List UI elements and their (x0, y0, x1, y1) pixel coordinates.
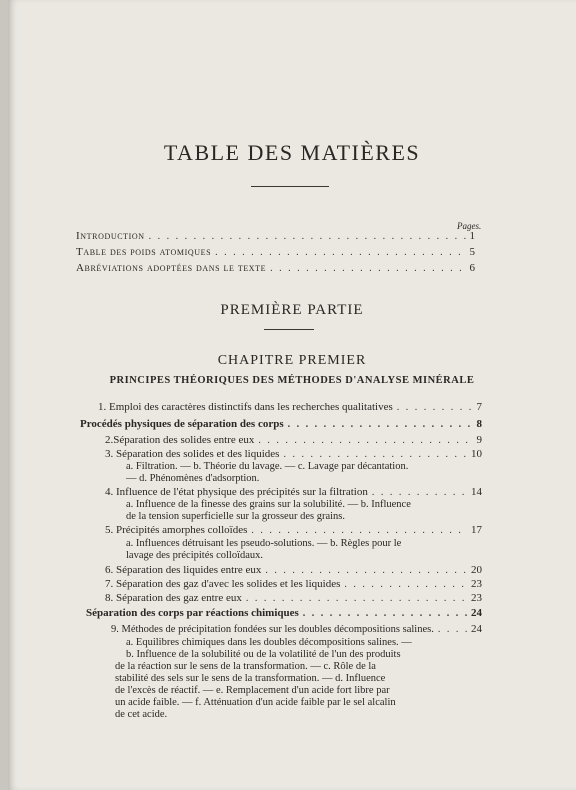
toc-entry-label: 6. Séparation des liquides entre eux (105, 564, 262, 576)
toc-subentry: a. Influence de la finesse des grains sur la solubilité. — b. Influence (126, 499, 411, 510)
toc-subentry: de l'excès de réactif. — e. Remplacement d'un acide fort libre par (115, 685, 390, 696)
toc-page-number: 24 (471, 607, 482, 619)
toc-subentry: a. Influences détruisant les pseudo-solutions. — b. Règles pour le (126, 538, 402, 549)
toc-entry-poids-atomiques[interactable] (76, 246, 475, 259)
toc-entry-label: 5. Précipités amorphes colloïdes (105, 524, 248, 536)
leader-dots (397, 401, 473, 414)
toc-page-number: 24 (471, 623, 482, 635)
toc-entry-label: 8. Séparation des gaz entre eux (105, 592, 242, 604)
toc-entry-label: 9. Méthodes de précipitation fondées sur les doubles décompositions salines. (111, 624, 434, 635)
toc-section-physiques[interactable] (80, 418, 482, 431)
toc-entry-9[interactable] (111, 623, 482, 636)
toc-page-number: 7 (476, 401, 482, 413)
toc-entry-introduction[interactable] (76, 230, 475, 243)
leader-dots (344, 578, 467, 591)
leader-dots (438, 623, 467, 636)
toc-subentry: stabilité des sels sur le sens de la transformation. — d. Influence (115, 673, 386, 684)
toc-entry-label: 3. Séparation des solides et des liquides (105, 448, 280, 460)
part-heading: PREMIÈRE PARTIE (220, 302, 364, 318)
toc-page-number: 23 (471, 592, 482, 604)
pages-column-label: Pages. (457, 221, 482, 231)
leader-dots (288, 418, 473, 431)
leader-dots (265, 564, 467, 577)
leader-dots (270, 262, 465, 275)
toc-page-number: 1 (469, 230, 475, 242)
leader-dots (246, 592, 467, 605)
toc-section-chimiques[interactable] (86, 607, 482, 620)
toc-entry-label: Introduction (76, 230, 145, 242)
page-title: TABLE DES MATIÈRES (163, 140, 421, 165)
toc-subentry: de cet acide. (115, 709, 168, 720)
toc-page-number: 5 (469, 246, 475, 258)
toc-subentry: de la tension superficielle sur la grosseur des grains. (126, 511, 345, 522)
toc-entry-label: 7. Séparation des gaz d'avec les solides et les liquides (105, 578, 341, 590)
toc-entry-8[interactable] (105, 592, 482, 605)
title-rule (251, 186, 329, 187)
toc-page-number: 8 (476, 418, 482, 430)
leader-dots (303, 607, 467, 620)
toc-page-number: 6 (469, 262, 475, 274)
part-rule (264, 329, 314, 330)
toc-subentry: de la réaction sur le sens de la transformation. — c. Rôle de la (115, 661, 376, 672)
toc-section-label: Procédés physiques de séparation des corps (80, 418, 284, 430)
toc-entry-label: Abréviations adoptées dans le texte (76, 262, 267, 274)
book-page (8, 0, 576, 790)
toc-subentry: b. Influence de la solubilité ou de la volatilité de l'un des produits (126, 649, 401, 660)
toc-entry-label: 1. Emploi des caractères distinctifs dans les recherches qualitatives (98, 401, 393, 413)
chapter-heading: CHAPITRE PREMIER (217, 353, 367, 368)
toc-subentry: — d. Phénomènes d'adsorption. (126, 473, 260, 484)
toc-entry-5[interactable] (105, 524, 482, 537)
toc-section-label: Séparation des corps par réactions chimiques (86, 607, 299, 619)
toc-entry-2[interactable] (105, 434, 482, 447)
toc-page-number: 10 (471, 448, 482, 460)
chapter-title: PRINCIPES THÉORIQUES DES MÉTHODES D'ANALYSE MINÉRALE (109, 375, 475, 386)
leader-dots (215, 246, 465, 259)
toc-subentry: un acide faible. — f. Atténuation d'un acide faible par le sel alcalin (115, 697, 396, 708)
toc-entry-label: 4. Influence de l'état physique des précipités sur la filtration (105, 486, 368, 498)
toc-entry-1[interactable] (98, 401, 482, 414)
leader-dots (149, 230, 466, 243)
toc-entry-label: 2.Séparation des solides entre eux (105, 434, 255, 446)
toc-page-number: 23 (471, 578, 482, 590)
toc-entry-label: Table des poids atomiques (76, 246, 212, 258)
leader-dots (251, 524, 467, 537)
toc-entry-7[interactable] (105, 578, 482, 591)
toc-page-number: 20 (471, 564, 482, 576)
toc-subentry: a. Filtration. — b. Théorie du lavage. — c. Lavage par décantation. (126, 461, 409, 472)
toc-entry-abreviations[interactable] (76, 262, 475, 275)
toc-entry-6[interactable] (105, 564, 482, 577)
toc-subentry: lavage des précipités colloïdaux. (126, 550, 264, 561)
toc-subentry: a. Equilibres chimiques dans les doubles décompositions salines. — (126, 637, 412, 648)
leader-dots (258, 434, 472, 447)
toc-page-number: 14 (471, 486, 482, 498)
toc-page-number: 17 (471, 524, 482, 536)
toc-page-number: 9 (476, 434, 482, 446)
